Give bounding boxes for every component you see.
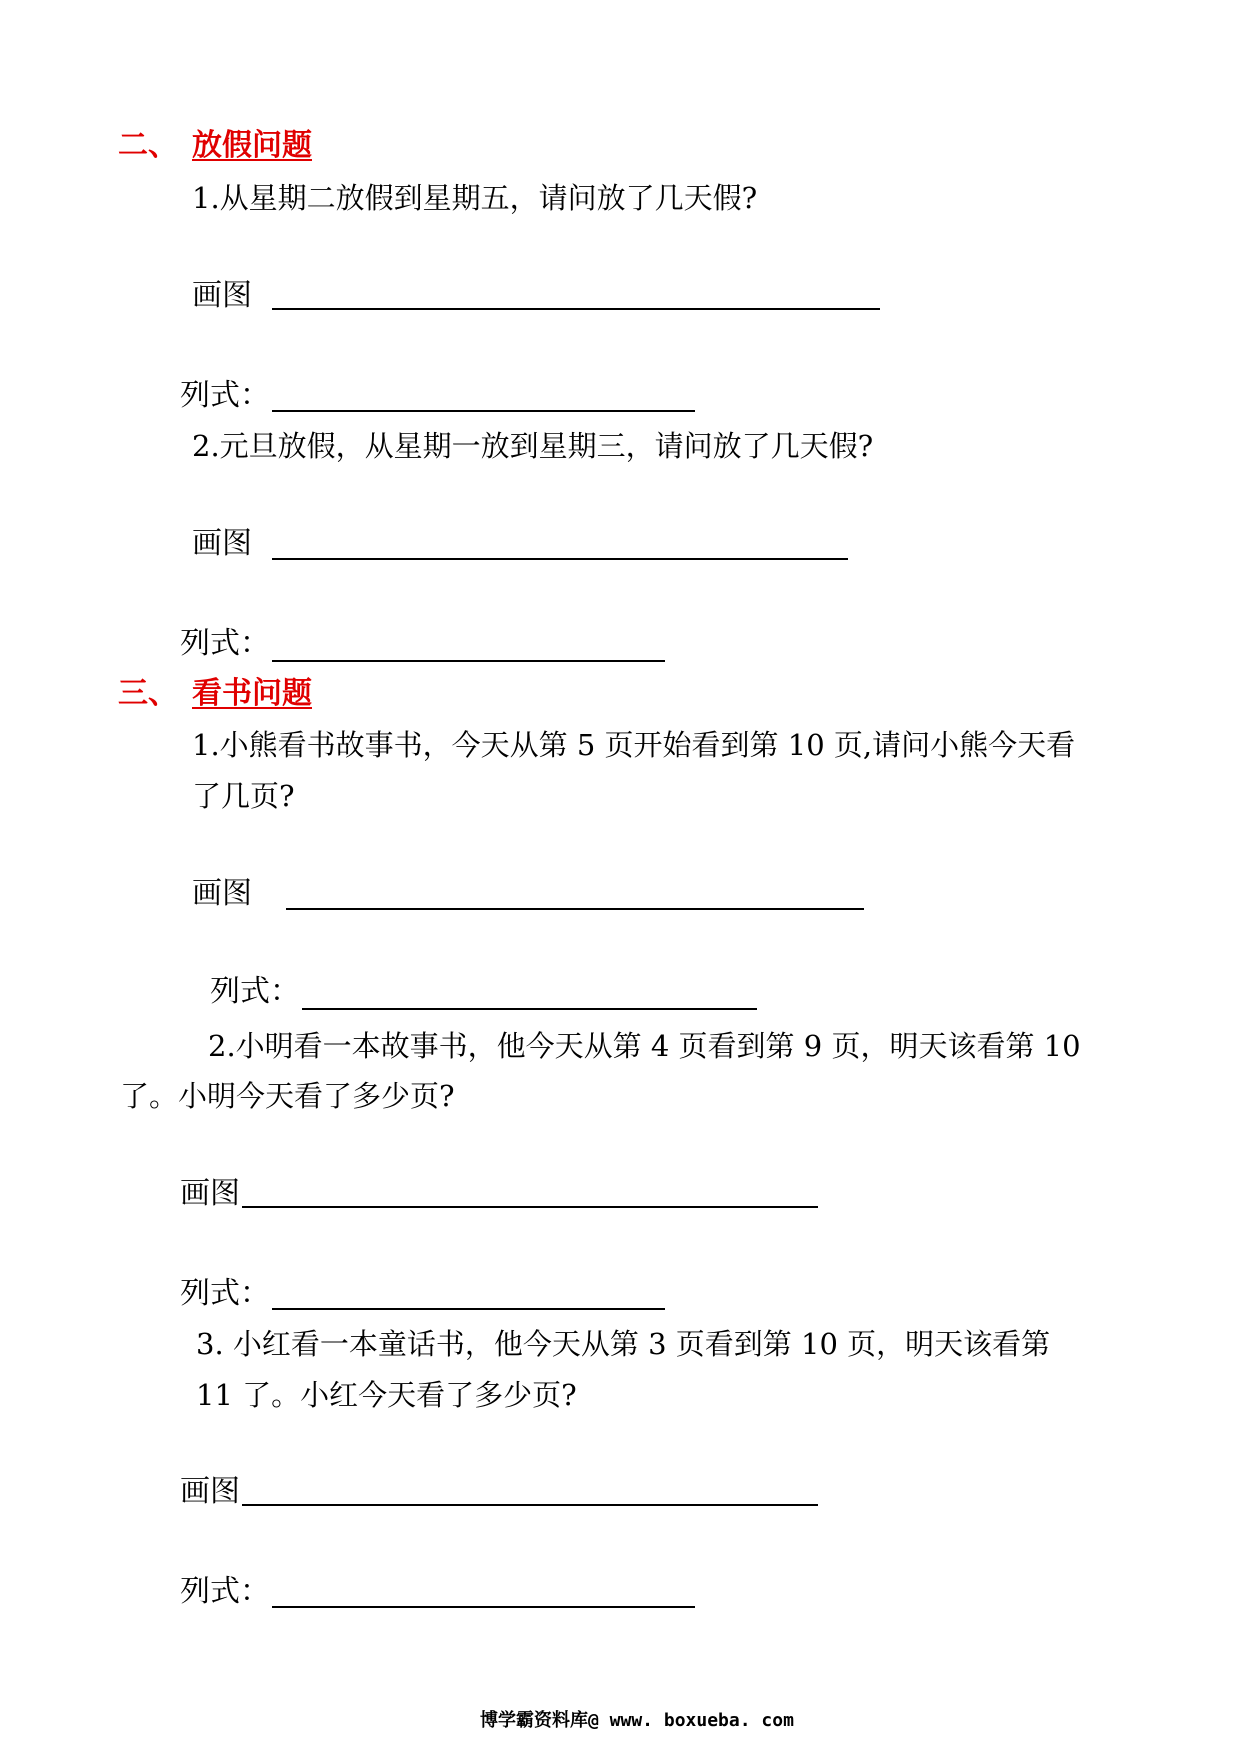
section-title: 放假问题 bbox=[192, 128, 312, 163]
formula-label: 列式： bbox=[180, 626, 270, 661]
formula-label: 列式： bbox=[180, 1276, 270, 1311]
question-text: 3. 小红看一本童话书，他今天从第 3 页看到第 10 页，明天该看第 bbox=[196, 1327, 1051, 1361]
section-heading-reading bbox=[118, 676, 312, 712]
section-number: 三、 bbox=[118, 676, 178, 711]
formula-answer-line[interactable] bbox=[272, 660, 665, 662]
question-text: 1.从星期二放假到星期五，请问放了几天假? bbox=[192, 181, 758, 215]
draw-answer-line[interactable] bbox=[286, 908, 864, 910]
draw-label: 画图 bbox=[192, 876, 252, 911]
footer-watermark: 博学霸资料库@ www. boxueba. com bbox=[480, 1710, 794, 1731]
draw-label: 画图 bbox=[180, 1176, 240, 1211]
draw-label: 画图 bbox=[192, 278, 252, 313]
draw-answer-line[interactable] bbox=[272, 308, 880, 310]
draw-answer-line[interactable] bbox=[272, 558, 848, 560]
question-text-continued: 11 了。小红今天看了多少页? bbox=[196, 1378, 577, 1412]
section-heading-holiday bbox=[118, 128, 312, 164]
draw-answer-line[interactable] bbox=[242, 1504, 818, 1506]
draw-label: 画图 bbox=[180, 1474, 240, 1509]
draw-label: 画图 bbox=[192, 526, 252, 561]
formula-answer-line[interactable] bbox=[302, 1008, 757, 1010]
question-text-continued: 了。小明今天看了多少页? bbox=[120, 1079, 455, 1113]
section-number: 二、 bbox=[118, 128, 178, 163]
formula-label: 列式： bbox=[180, 378, 270, 413]
section-title: 看书问题 bbox=[192, 676, 312, 711]
formula-answer-line[interactable] bbox=[272, 1606, 695, 1608]
formula-label: 列式： bbox=[180, 1574, 270, 1609]
formula-answer-line[interactable] bbox=[272, 1308, 665, 1310]
question-text: 2.小明看一本故事书，他今天从第 4 页看到第 9 页，明天该看第 10 bbox=[208, 1029, 1081, 1063]
question-text-continued: 了几页? bbox=[192, 779, 295, 813]
formula-label: 列式： bbox=[210, 974, 300, 1009]
formula-answer-line[interactable] bbox=[272, 410, 695, 412]
question-text: 1.小熊看书故事书，今天从第 5 页开始看到第 10 页,请问小熊今天看 bbox=[192, 728, 1076, 762]
question-text: 2.元旦放假，从星期一放到星期三，请问放了几天假? bbox=[192, 429, 874, 463]
draw-answer-line[interactable] bbox=[242, 1206, 818, 1208]
